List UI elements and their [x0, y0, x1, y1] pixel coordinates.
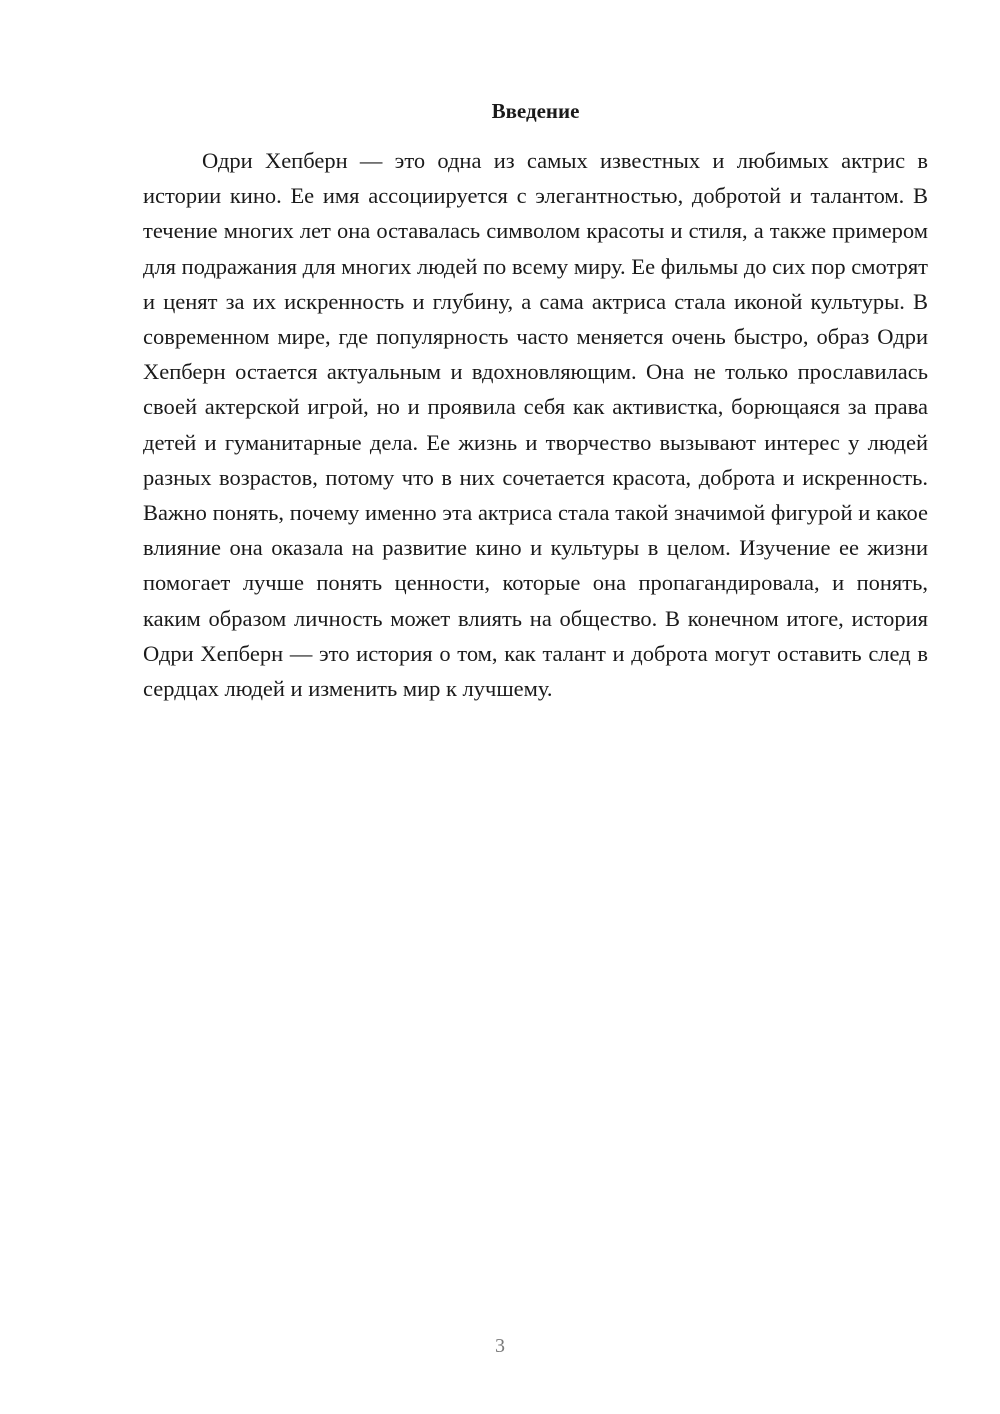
page-number: 3: [495, 1335, 505, 1357]
body-paragraph: Одри Хепберн — это одна из самых известных и любимых актрис в истории кино. Ее имя ассоциируется с элегантностью, добротой и талантом. В течение многих лет она оставалась символом красоты и стиля, а также примером для подражания для многих людей по всему миру. Ее фильмы до сих пор смотрят и ценят за их искренность и глубину, а сама актриса стала иконой культуры. В современном мире, где популярность часто меняется очень быстро, образ Одри Хепберн остается актуальным и вдохновляющим. Она не только прославилась своей актерской игрой, но и проявила себя как активистка, борющаяся за права детей и гуманитарные дела. Ее жизнь и творчество вызывают интерес у людей разных возрастов, потому что в них сочетается красота, доброта и искренность. Важно понять, почему именно эта актриса стала такой значимой фигурой и какое влияние она оказала на развитие кино и культуры в целом. Изучение ее жизни помогает лучше понять ценности, которые она пропагандировала, и понять, каким образом личность может влиять на общество. В конечном итоге, история Одри Хепберн — это история о том, как талант и доброта могут оставить след в сердцах людей и изменить мир к лучшему.: [143, 148, 928, 702]
section-title: Введение: [491, 99, 580, 123]
